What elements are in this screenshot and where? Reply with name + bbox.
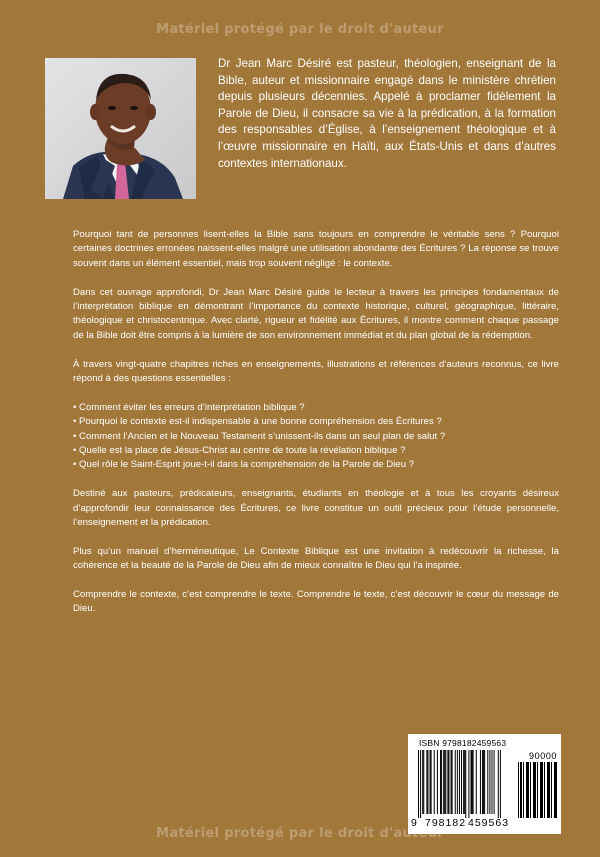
barcode-bar: [461, 750, 462, 814]
isbn-label: ISBN 9798182459563: [419, 738, 507, 748]
question-item: • Comment l’Ancien et le Nouveau Testament s’unissent-ils dans un seul plan de salut ?: [73, 430, 446, 442]
question-item: • Quel rôle le Saint-Esprit joue-t-il dans la compréhension de la Parole de Dieu ?: [73, 459, 414, 471]
barcode-bar: [523, 762, 524, 818]
barcode-bar: [494, 750, 495, 814]
barcode-bar: [492, 750, 493, 814]
barcode-bar: [555, 762, 556, 818]
author-photo: [45, 58, 196, 199]
barcode-digit-group-2: 459563: [468, 817, 510, 829]
barcode-bar: [549, 762, 550, 818]
barcode-lead-digit: 9: [411, 817, 418, 829]
copyright-watermark-top: Matériel protégé par le droit d'auteur: [156, 22, 444, 37]
questions-list: [73, 401, 559, 473]
author-bio: Dr Jean Marc Désiré est pasteur, théologien, enseignant de la Bible, auteur et missionnaire engagé dans le ministère chrétien depuis plusieurs décennies. Appelé à proclamer fidèlement la Parole de Dieu, il consacre sa vie à la prédication, à la formation des responsables d’Église, à l’enseignement théologique et à l’œuvre missionnaire en Haïti, aux États-Unis et dans d’autres contextes internationaux.: [218, 57, 556, 170]
question-item: • Comment éviter les erreurs d’interprétation biblique ?: [73, 401, 305, 413]
barcode-bar: [423, 750, 424, 814]
barcode-bar: [440, 750, 441, 814]
barcode-bar: [547, 762, 548, 818]
barcode-bar: [541, 762, 542, 818]
barcode-bar: [464, 750, 465, 814]
barcode-bar: [472, 750, 473, 814]
barcode-bar: [422, 750, 423, 814]
barcode-bar: [528, 762, 529, 818]
barcode-bar: [544, 762, 545, 818]
barcode-bar: [480, 750, 481, 814]
barcode-bar: [542, 762, 543, 818]
copyright-watermark-bottom: Matériel protégé par le droit d'auteur: [156, 826, 444, 841]
barcode-bar: [487, 750, 488, 814]
barcode-bar: [457, 750, 458, 814]
barcode-bar: [518, 762, 519, 818]
barcode-bar: [533, 762, 534, 818]
price-code: 90000: [529, 751, 558, 761]
barcode-bar: [434, 750, 435, 814]
barcode-bar: [526, 762, 527, 818]
barcode-bar: [430, 750, 431, 814]
barcode-bar: [443, 750, 444, 814]
barcode-bar: [500, 750, 501, 818]
description-paragraph-5: Plus qu’un manuel d’herméneutique, Le Contexte Biblique est une invitation à redécouvrir la richesse, la cohérence et la beauté de la Parole de Dieu afin de mieux connaître le Dieu qui l’a inspirée.: [73, 545, 559, 572]
barcode-bar: [459, 750, 460, 814]
barcode-bar: [535, 762, 536, 818]
barcode-bar: [455, 750, 456, 814]
barcode-bar: [451, 750, 452, 814]
barcode-bar: [420, 750, 421, 818]
barcode-bar: [551, 762, 552, 818]
book-description: [73, 228, 559, 631]
barcode-bar: [520, 762, 521, 818]
barcode-bar: [537, 762, 538, 818]
barcode-bar: [448, 750, 449, 814]
isbn-barcode-box: [408, 734, 561, 834]
barcode-bar: [483, 750, 484, 814]
barcode-bar: [463, 750, 464, 814]
barcode-bar: [548, 762, 549, 818]
barcode-bar: [540, 762, 541, 818]
barcode-bar: [473, 750, 474, 814]
description-paragraph-1: Pourquoi tant de personnes lisent-elles la Bible sans toujours en comprendre le véritable sens ? Pourquoi certaines doctrines erronées naissent-elles malgré une utilisation abondante des Écritures ? La réponse se trouve souvent dans un élément essentiel, mais trop souvent négligé : le contexte.: [73, 229, 559, 269]
author-portrait-image: [45, 58, 196, 199]
barcode-bar: [418, 750, 419, 818]
description-paragraph-4: Destiné aux pasteurs, prédicateurs, enseignants, étudiants en théologie et à tous les croyants désireux d’approfondir leur connaissance des Écritures, ce livre constitue un outil précieux pour l’étude personnelle, l’enseignement et la prédication.: [73, 488, 559, 529]
barcode-bar: [427, 750, 428, 814]
barcode-bar: [445, 750, 446, 814]
barcode-bar: [452, 750, 453, 814]
barcode-bar: [534, 762, 535, 818]
barcode-bar: [556, 762, 557, 818]
question-item: • Pourquoi le contexte est-il indispensable à une bonne compréhension des Écritures ?: [73, 416, 442, 428]
question-item: • Quelle est la place de Jésus-Christ au centre de toute la révélation biblique ?: [73, 445, 406, 457]
barcode-bar: [471, 750, 472, 814]
barcode-bar: [498, 750, 499, 818]
barcode-bar: [530, 762, 531, 818]
barcode-bar: [447, 750, 448, 814]
barcode-bar: [476, 750, 477, 814]
description-paragraph-6: Comprendre le contexte, c’est comprendre le texte. Comprendre le texte, c’est découvrir le cœur du message de Dieu.: [73, 589, 559, 615]
description-paragraph-3: À travers vingt-quatre chapitres riches en enseignements, illustrations et références d’auteurs reconnus, ce livre répond à des questions essentielles :: [73, 358, 559, 385]
barcode-bar: [554, 762, 555, 818]
barcode-bar: [527, 762, 528, 818]
barcode-bar: [431, 750, 432, 814]
barcode-bar: [437, 750, 438, 814]
barcode-bar: [482, 750, 483, 814]
barcode-bar: [468, 750, 469, 818]
barcode-digit-group-1: 798182: [425, 817, 467, 829]
description-paragraph-2: Dans cet ouvrage approfondi, Dr Jean Marc Désiré guide le lecteur à travers les principes fondamentaux de l’interprétation biblique en démontrant l’importance du contexte historique, culturel, géographique, littéraire, théologique et christocentrique. Avec clarté, rigueur et fidélité aux Écritures, il montre comment chaque passage de la Bible doit être compris à la lumière de son environnement immédiat et du plan global de la rédemption.: [73, 286, 559, 341]
barcode-bar: [484, 750, 485, 814]
barcode-bar: [426, 750, 427, 814]
barcode-bar: [521, 762, 522, 818]
barcode-bar: [441, 750, 442, 814]
barcode-bar: [465, 750, 466, 818]
barcode-bar: [489, 750, 490, 814]
barcode-bar: [444, 750, 445, 814]
